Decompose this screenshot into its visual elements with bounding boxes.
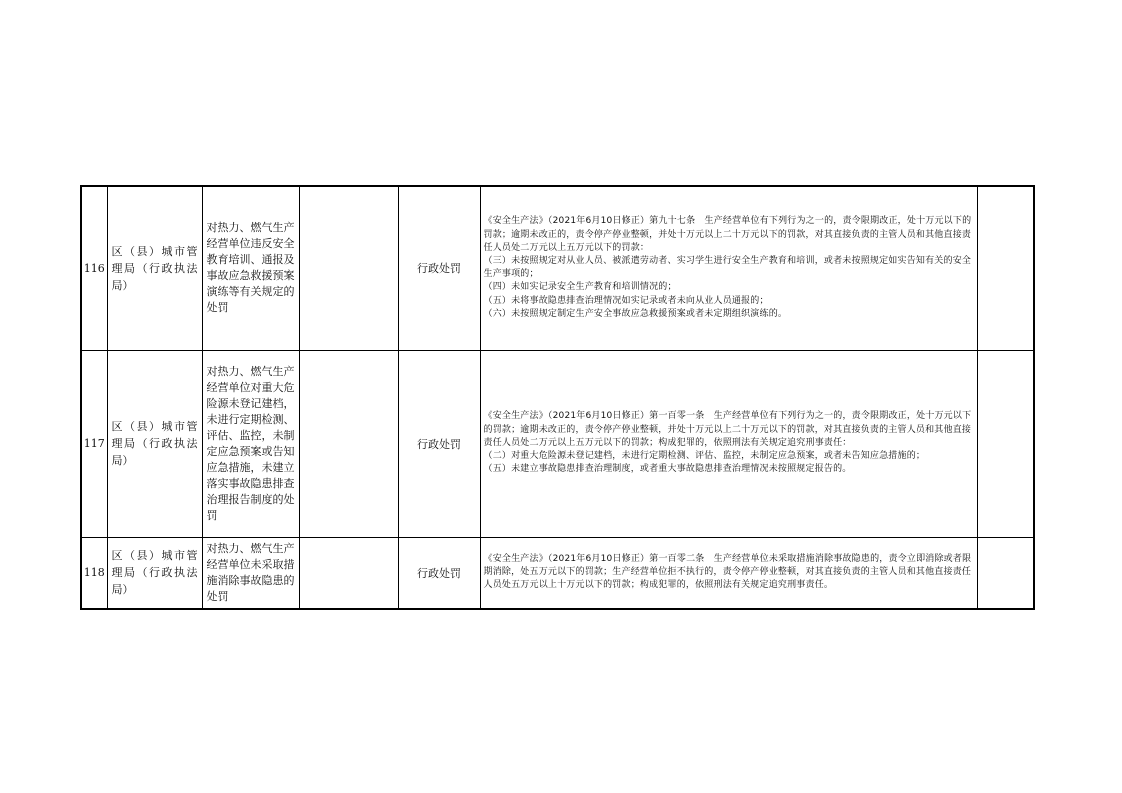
basis-line: （五）未将事故隐患排查治理情况如实记录或者未向从业人员通报的；	[483, 295, 769, 306]
basis-line: 《安全生产法》（2021年6月10日修正）第一百零一条 生产经营单位有下列行为之一的，责令限期改正，处十万元以下的罚款；逾期未改正的，责令停产停业整顿，并处十万元以上二十万元以下的罚款，对其直接负责的主管人员和其他直接责任人员处二万元以上五万元以下的罚款；构成犯罪的，依照刑法有关规定追究刑事责任：	[483, 411, 972, 448]
table-row	[81, 537, 1034, 609]
empty-cell	[977, 350, 1034, 537]
item-name-cell: 对热力、燃气生产经营单位对重大危险源未登记建档，未进行定期检测、评估、监控，未制定应急预案或告知应急措施，未建立落实事故隐患排查治理报告制度的处罚	[202, 350, 299, 537]
empty-cell	[977, 537, 1034, 609]
row-number: 118	[81, 537, 107, 609]
legal-basis-cell	[480, 537, 977, 609]
basis-line: 《安全生产法》（2021年6月10日修正）第一百零二条 生产经营单位未采取措施消除事故隐患的，责令立即消除或者限期消除，处五万元以下的罚款；生产经营单位拒不执行的，责令停产停业整顿，对其直接负责的主管人员和其他直接责任人员处五万元以上十万元以下的罚款；构成犯罪的，依照刑法有关规定追究刑事责任。	[483, 553, 972, 591]
department-cell: 区（县）城市管理局（行政执法局）	[107, 186, 202, 350]
department-cell: 区（县）城市管理局（行政执法局）	[107, 537, 202, 609]
table-row	[81, 350, 1034, 537]
item-name-cell: 对热力、燃气生产经营单位违反安全教育培训、通报及事故应急救援预案演练等有关规定的处罚	[202, 186, 299, 350]
department-cell: 区（县）城市管理局（行政执法局）	[107, 350, 202, 537]
basis-line: （六）未按照规定制定生产安全事故应急救援预案或者未定期组织演练的。	[483, 308, 788, 319]
empty-cell	[299, 350, 398, 537]
power-type-cell: 行政处罚	[398, 350, 480, 537]
row-number: 117	[81, 350, 107, 537]
empty-cell	[299, 186, 398, 350]
basis-line: （五）未建立事故隐患排查治理制度，或者重大事故隐患排查治理情况未按照规定报告的。	[483, 464, 852, 475]
basis-line: （三）未按照规定对从业人员、被派遣劳动者、实习学生进行安全生产教育和培训，或者未按照规定如实告知有关的安全生产事项的；	[483, 256, 972, 280]
penalty-table	[80, 185, 1035, 610]
basis-line: 《安全生产法》（2021年6月10日修正）第九十七条 生产经营单位有下列行为之一的，责令限期改正，处十万元以下的罚款；逾期未改正的，责令停产停业整顿，并处十万元以上二十万元以下的罚款，对其直接负责的主管人员和其他直接责任人员处二万元以上五万元以下的罚款：	[483, 216, 972, 253]
power-type-cell: 行政处罚	[398, 186, 480, 350]
legal-basis-cell	[480, 350, 977, 537]
legal-basis-cell	[480, 186, 977, 350]
empty-cell	[299, 537, 398, 609]
item-name-cell: 对热力、燃气生产经营单位未采取措施消除事故隐患的处罚	[202, 537, 299, 609]
basis-line: （二）对重大危险源未登记建档，未进行定期检测、评估、监控，未制定应急预案，或者未告知应急措施的；	[483, 451, 926, 462]
power-type-cell: 行政处罚	[398, 537, 480, 609]
empty-cell	[977, 186, 1034, 350]
basis-line: （四）未如实记录安全生产教育和培训情况的；	[483, 282, 677, 293]
table-row	[81, 186, 1034, 350]
row-number: 116	[81, 186, 107, 350]
